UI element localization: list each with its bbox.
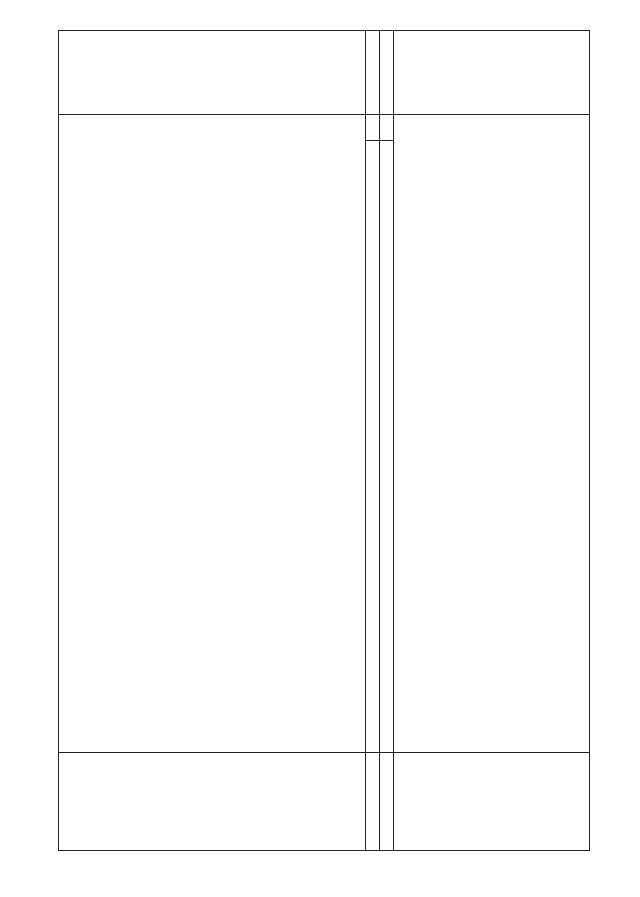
cell-informing-content xyxy=(59,115,366,753)
table-row-informing xyxy=(59,31,366,851)
cell-itogo-label xyxy=(380,31,394,115)
cell-itogo-num xyxy=(380,115,394,141)
table-row-itogo-meropr xyxy=(366,31,380,851)
table-row-assessment xyxy=(394,31,590,851)
cell-assessment-list xyxy=(394,115,590,753)
cell-itogo-meropr-empty-format xyxy=(366,753,380,851)
table-row-itogo xyxy=(380,31,394,851)
cell-empty-format xyxy=(394,753,590,851)
cell-informing-format xyxy=(59,753,366,851)
cell-itogo-meropr-label xyxy=(366,31,380,115)
rehab-table xyxy=(58,30,590,851)
cell-itogo-empty-format xyxy=(380,753,394,851)
cell-itogo-meropr-empty xyxy=(366,141,380,753)
cell-itogo-meropr-num xyxy=(366,115,380,141)
cell-empty-name xyxy=(394,31,590,115)
rotated-table-wrapper xyxy=(58,30,590,850)
cell-informing-name xyxy=(59,31,366,115)
cell-itogo-empty xyxy=(380,141,394,753)
